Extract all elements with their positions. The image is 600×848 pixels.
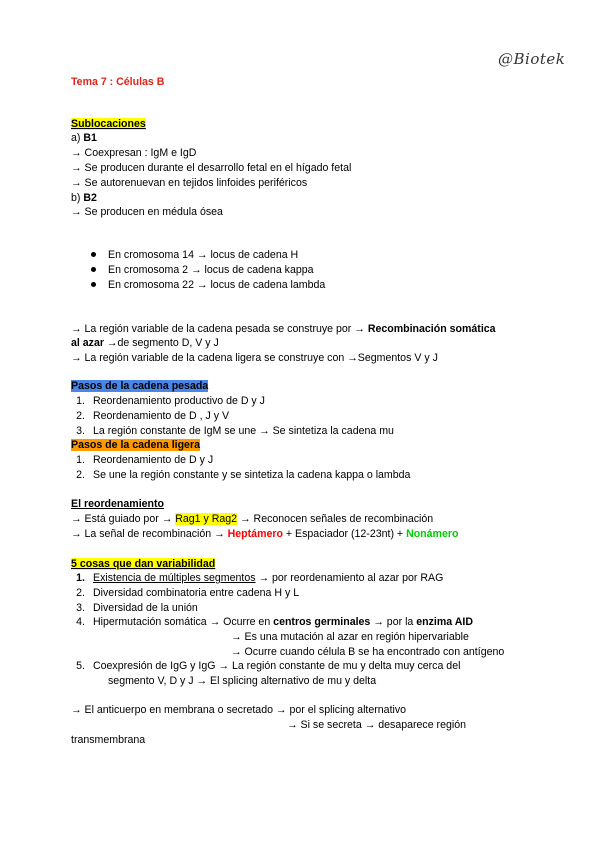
pasos-ligera-text-2: Se une la región constante y se sintetiza la cadena kappa o lambda [93,469,411,481]
enzima-aid: enzima AID [416,616,473,628]
variabilidad-num-3: 3. [76,602,85,614]
pasos-pesada-text-1: Reordenamiento productivo de D y J [93,395,265,407]
page-title: Tema 7 : Células B [71,76,165,88]
multiples-segmentos: Existencia de múltiples segmentos [93,572,256,584]
bullet-icon [91,252,96,257]
pasos-pesada-item-3 [71,424,394,438]
reordenamiento-line-1 [71,512,433,526]
pasos-pesada-num-1: 1. [76,395,85,407]
sublocaciones-heading-text: Sublocaciones [71,118,146,130]
guiado-text: → Está guiado por → [71,513,176,525]
b1-line-1: → Coexpresan : IgM e IgD [71,147,197,159]
pasos-ligera-item-1 [71,453,213,467]
por-la-text: → por la [370,616,417,628]
bullet-icon [91,282,96,287]
region-ligera-line: → La región variable de la cadena ligera se construye con →Segmentos V y J [71,352,438,364]
variabilidad-item-4 [71,615,473,629]
pasos-ligera-num-2: 2. [76,469,85,481]
pasos-ligera-heading [71,438,200,452]
cromosoma-item-3 [91,278,325,292]
pasos-pesada-heading [71,379,208,393]
centros-germinales: centros germinales [273,616,371,628]
signature: @Biotek [498,50,566,68]
variabilidad-item-3 [71,601,198,615]
variabilidad-item-5 [71,659,460,673]
region-pesada-text: → La región variable de la cadena pesada se construye por → [71,323,368,335]
b1-line-2: → Se producen durante el desarrollo fetal en el hígado fetal [71,162,352,174]
b2-line-1: → Se producen en médula ósea [71,206,223,218]
variabilidad-num-5: 5. [76,660,85,672]
hipermutacion-sub-2: → Ocurre cuando célula B se ha encontrado con antígeno [231,646,505,658]
variabilidad-text-1: → por reordenamiento al azar por RAG [255,572,444,584]
anticuerpo-line-2: → Si se secreta → desaparece región [287,719,467,731]
variabilidad-text-2: Diversidad combinatoria entre cadena H y L [93,587,300,599]
variabilidad-item-2 [71,586,299,600]
anticuerpo-line-3: transmembrana [71,734,146,746]
variabilidad-heading [71,557,215,571]
cromosoma-text-3: En cromosoma 22 → locus de cadena lambda [108,279,326,291]
reordenamiento-heading: El reordenamiento [71,498,165,510]
reordenamiento-line-2 [71,527,458,541]
senal-text: → La señal de recombinación → [71,528,228,540]
variabilidad-num-1: 1. [76,572,85,584]
pasos-pesada-heading-text: Pasos de la cadena pesada [71,380,209,392]
nonamero: Nonámero [406,528,459,540]
b1-label-line [71,131,97,145]
region-pesada-line-2 [71,336,219,350]
variabilidad-text-3: Diversidad de la unión [93,602,198,614]
recombinacion-somatica: Recombinación somática [367,323,496,335]
pasos-pesada-num-3: 3. [76,425,85,437]
b2-prefix: b) [71,192,84,204]
pasos-pesada-text-2: Reordenamiento de D , J y V [93,410,230,422]
sublocaciones-heading [71,117,146,131]
b1-line-3: → Se autorenuevan en tejidos linfoides periféricos [71,177,308,189]
pasos-ligera-text-1: Reordenamiento de D y J [93,454,214,466]
rag-highlight: Rag1 y Rag2 [175,513,238,525]
anticuerpo-line-1: → El anticuerpo en membrana o secretado → por el splicing alternativo [71,704,407,716]
b1-prefix: a) [71,132,84,144]
pasos-pesada-num-2: 2. [76,410,85,422]
region-pesada-line [71,322,496,336]
variabilidad-item-5-line-2: segmento V, D y J → El splicing alternativo de mu y delta [108,675,377,687]
hipermutacion-sub-1: → Es una mutación al azar en región hipervariable [231,631,469,643]
pasos-ligera-item-2 [71,468,410,482]
variabilidad-item-1 [71,571,443,585]
pasos-ligera-num-1: 1. [76,454,85,466]
variabilidad-num-4: 4. [76,616,85,628]
coexpresion-text: Coexpresión de IgG y IgG → La región constante de mu y delta muy cerca del [93,660,461,672]
cromosoma-text-1: En cromosoma 14 → locus de cadena H [108,249,299,261]
cromosoma-item-2 [91,263,314,277]
cromosoma-item-1 [91,248,298,262]
b2-label-line [71,191,97,205]
variabilidad-num-2: 2. [76,587,85,599]
b2-label: B2 [83,192,97,204]
segmentos-dvj: →de segmento D, V y J [103,337,219,349]
espaciador-text: + Espaciador (12-23nt) + [282,528,407,540]
hipermutacion-text: Hipermutación somática → Ocurre en [93,616,274,628]
variabilidad-heading-text: 5 cosas que dan variabilidad [71,558,216,570]
pasos-pesada-item-1 [71,394,265,408]
bullet-icon [91,267,96,272]
reconocen-text: → Reconocen señales de recombinación [237,513,434,525]
pasos-pesada-item-2 [71,409,229,423]
b1-label: B1 [83,132,97,144]
al-azar: al azar [71,337,104,349]
pasos-ligera-heading-text: Pasos de la cadena ligera [71,439,200,451]
cromosoma-text-2: En cromosoma 2 → locus de cadena kappa [108,264,314,276]
heptamero: Heptámero [227,528,283,540]
pasos-pesada-text-3: La región constante de IgM se une → Se sintetiza la cadena mu [93,425,394,437]
